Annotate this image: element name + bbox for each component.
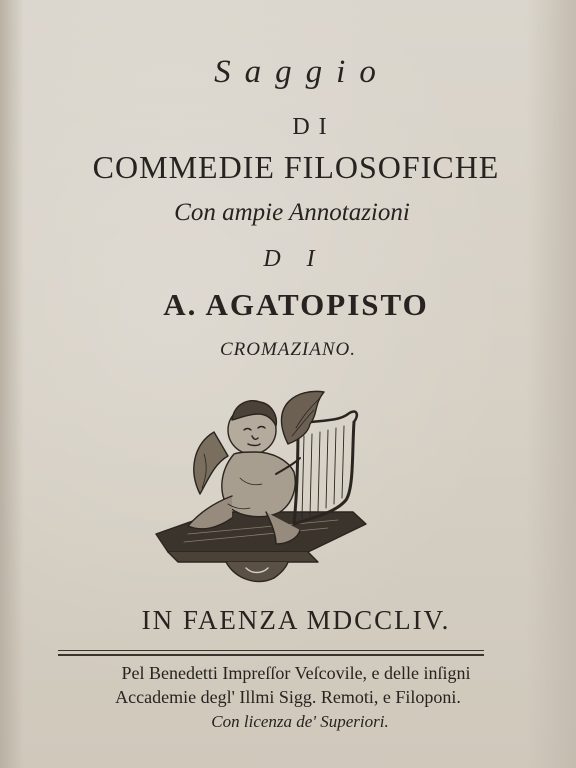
title-di: DI xyxy=(292,114,336,140)
title-di-author: D I xyxy=(263,246,325,272)
imprint-line-2: Accademie degl' Illmi Sigg. Remoti, e Filoponi. xyxy=(115,687,461,707)
cherub-with-harp-woodcut-icon xyxy=(148,384,378,594)
title-commedie-filosofiche: COMMEDIE FILOSOFICHE xyxy=(92,149,500,185)
double-rule-bottom xyxy=(58,654,484,656)
subtitle-annotazioni: Con ampie Annotazioni xyxy=(174,199,410,226)
place-and-date: IN FAENZA MDCCLIV. xyxy=(141,605,451,635)
author-name: A. AGATOPISTO xyxy=(163,287,429,322)
title-saggio: Saggio xyxy=(214,54,390,90)
license-line: Con licenza de' Superiori. xyxy=(211,712,389,731)
author-epithet: CROMAZIANO. xyxy=(219,339,357,360)
double-rule-top xyxy=(58,650,484,651)
imprint-line-1: Pel Benedetti Impreſſor Veſcovile, e delle inſigni xyxy=(121,663,471,683)
